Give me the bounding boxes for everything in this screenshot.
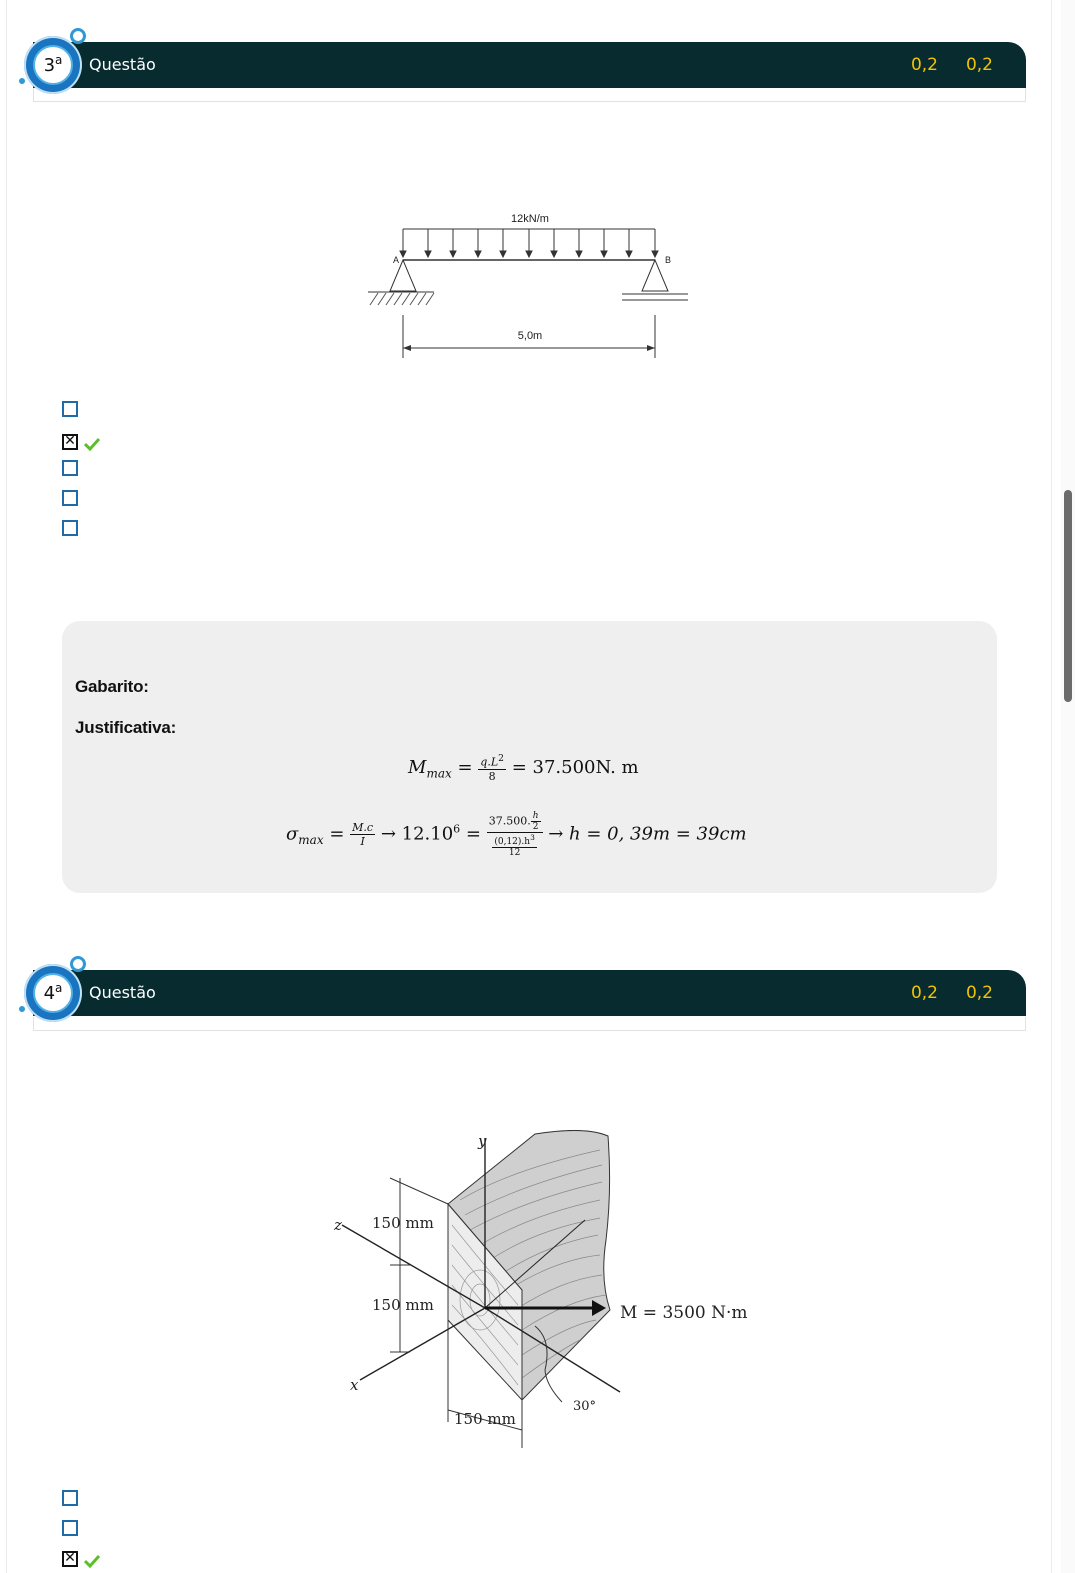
span-label: 5,0m (517, 330, 543, 342)
correct-check-icon (84, 1554, 100, 1568)
angle-label: 30° (573, 1399, 597, 1414)
header-underline (33, 1030, 1026, 1031)
option-checkbox-3[interactable]: ✕ (62, 1551, 78, 1567)
support-b-label: B (665, 255, 672, 265)
axis-y-label: y (478, 1132, 487, 1150)
question-max-score: 0,2 (965, 983, 993, 1003)
justificativa-label: Justificativa: (75, 718, 177, 737)
option-checkbox-5[interactable] (62, 520, 78, 536)
moment-label: M = 3500 N·m (620, 1303, 748, 1323)
question-number-badge: 4$^a$ (21, 956, 95, 1028)
dimension-bottom-label: 150 mm (454, 1410, 516, 1428)
axis-z-label: z (334, 1216, 342, 1234)
header-underline (33, 101, 1026, 102)
answer-box (62, 621, 997, 893)
question-4-header (33, 970, 1026, 1016)
question-score: 0,2 (910, 983, 938, 1003)
dimension-mid-label: 150 mm (372, 1296, 434, 1314)
wood-block-diagram (330, 1130, 750, 1460)
question-max-score: 0,2 (965, 55, 993, 75)
equation-stress: $\sigma_{max}$ = $\frac{M.c}{I}$ → $12.10^6$ = 37.500. $\frac{h}{2}$ $\frac{(0,12).h^3}{12}$ → h = 0, 39m = 39cm (286, 811, 747, 858)
load-label: 12kN/m (511, 213, 549, 225)
question-title: Questão (89, 983, 156, 1002)
scrollbar-thumb[interactable] (1064, 490, 1072, 702)
option-checkbox-2[interactable] (62, 1520, 78, 1536)
gabarito-label: Gabarito: (75, 677, 149, 696)
question-3-header (33, 42, 1026, 88)
option-checkbox-4[interactable] (62, 490, 78, 506)
question-score: 0,2 (910, 55, 938, 75)
axis-x-label: x (350, 1376, 359, 1394)
dimension-top-label: 150 mm (372, 1214, 434, 1232)
beam-diagram (360, 205, 700, 370)
option-checkbox-2[interactable]: ✕ (62, 434, 78, 450)
scrollbar-track[interactable] (1061, 0, 1075, 1573)
option-checkbox-3[interactable] (62, 460, 78, 476)
correct-check-icon (84, 437, 100, 451)
option-checkbox-1[interactable] (62, 1490, 78, 1506)
option-checkbox-1[interactable] (62, 401, 78, 417)
question-title: Questão (89, 55, 156, 74)
support-a-label: A (393, 255, 400, 265)
equation-moment: $M_{max}$ = $\frac{q.L^2}{8}$ = 37.500N. m (408, 753, 639, 783)
question-number-badge: 3$^a$ (21, 28, 95, 100)
